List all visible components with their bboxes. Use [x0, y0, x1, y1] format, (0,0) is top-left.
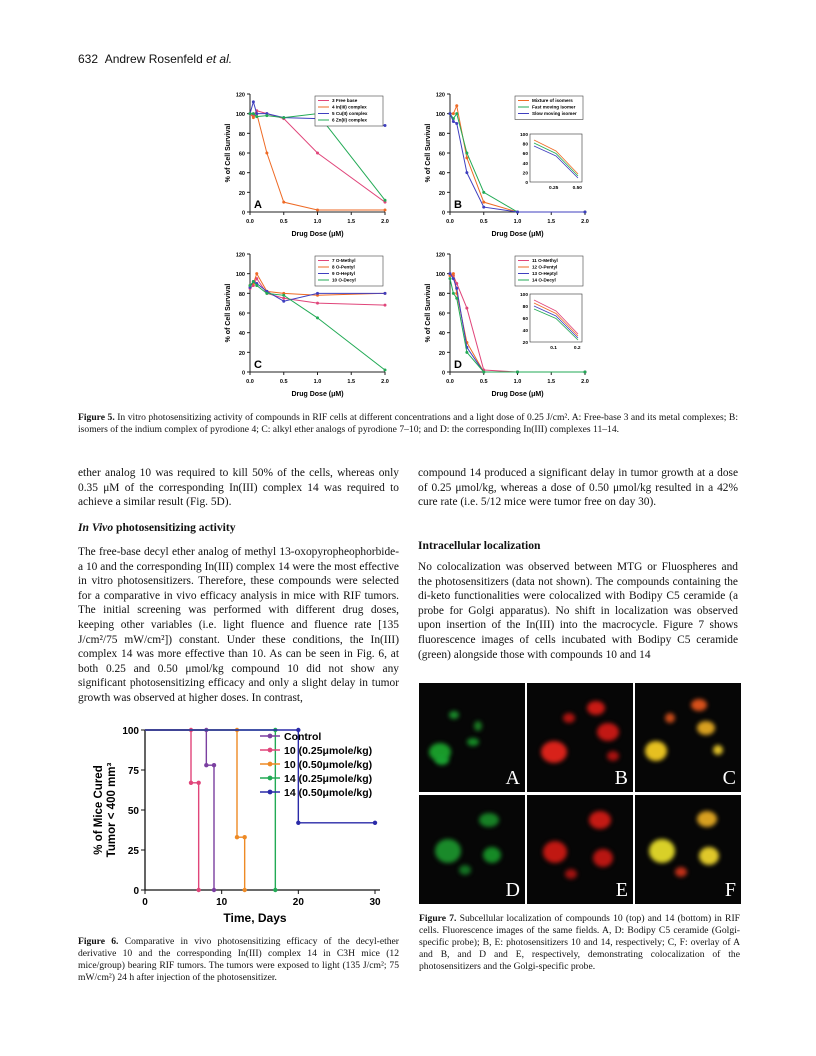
data-point — [384, 209, 387, 212]
data-point — [465, 156, 468, 159]
x-tick-label: 30 — [369, 897, 381, 908]
data-point — [316, 302, 319, 305]
data-point — [282, 297, 285, 300]
y-tick-label: 60 — [438, 151, 445, 158]
legend-label: Control — [284, 731, 322, 743]
data-point — [252, 100, 255, 103]
legend-label: 10 O-Decyl — [332, 277, 356, 283]
y-tick-label: 80 — [238, 291, 245, 298]
inset-chart — [520, 132, 582, 191]
legend-label: 10 (0.25μmole/kg) — [284, 745, 373, 757]
y-tick-label: 100 — [235, 112, 245, 119]
data-point — [465, 307, 468, 310]
legend-label: Slow moving isomer — [532, 111, 577, 116]
x-tick-label: 1.5 — [547, 379, 556, 385]
y-tick-label: 100 — [435, 112, 445, 119]
legend-label: 14 O-Decyl — [532, 277, 556, 283]
data-point — [516, 371, 519, 374]
data-point — [282, 116, 285, 119]
micro-label-a: A — [505, 767, 520, 789]
panel-label: D — [454, 359, 462, 371]
y-tick-label: 60 — [238, 151, 245, 158]
inset-y-tick-label: 40 — [522, 161, 528, 167]
intracellular-heading-text: Intracellular localization — [418, 539, 541, 552]
y-tick-label: 120 — [435, 252, 445, 259]
y-tick-label: 40 — [238, 331, 245, 338]
data-point — [249, 284, 252, 287]
y-tick-label: 60 — [238, 311, 245, 318]
data-point — [265, 292, 268, 295]
data-point — [252, 280, 255, 283]
figure-7-caption-label: Figure 7. — [419, 913, 457, 924]
authors-etal: et al. — [206, 52, 233, 66]
micro-panel-c — [635, 683, 741, 792]
legend-marker — [268, 762, 273, 767]
figure-6-chart — [80, 722, 400, 930]
y-tick-label: 100 — [235, 272, 245, 279]
data-point — [455, 287, 458, 290]
y-tick-label: 20 — [438, 350, 445, 357]
y-tick-label: 80 — [438, 291, 445, 298]
y-tick-label: 20 — [238, 350, 245, 357]
inset-chart — [520, 292, 582, 351]
data-point — [282, 300, 285, 303]
panel-label: C — [254, 359, 262, 371]
data-point — [384, 369, 387, 372]
data-point — [384, 292, 387, 295]
legend-label: 10 (0.50μmole/kg) — [284, 759, 373, 771]
legend-label: 8 O-Pentyl — [332, 264, 355, 270]
data-point — [384, 304, 387, 307]
data-point — [265, 152, 268, 155]
data-point — [249, 112, 252, 115]
legend-label: 7 O-Methyl — [332, 258, 356, 263]
data-point — [252, 112, 255, 115]
micro-panel-a — [419, 683, 525, 792]
y-axis-label — [93, 762, 118, 857]
series-line — [250, 114, 385, 210]
authors: Andrew Rosenfeld — [104, 52, 207, 66]
figure-7-caption-text: Subcellular localization of compounds 10 (top) and 14 (bottom) in RIF cells. Fluorescence images of the same fields. A, D: Bodipy C5 ceramide (Golgi-specific probe); B, E: photosensitizers 10 and 14, respectively; C, F: overlay of A and B, and D and E, respectively, demonstrating colocalization of the photosensitizers and the Golgi-specific probe. — [419, 913, 740, 972]
data-point — [282, 201, 285, 204]
data-point — [242, 888, 246, 892]
page-number: 632 — [78, 52, 99, 66]
inset-y-tick-label: 100 — [519, 133, 528, 138]
micro-label-c: C — [722, 767, 736, 789]
x-tick-label: 0.0 — [246, 379, 254, 385]
x-tick-label: 0 — [142, 897, 148, 908]
inset-x-tick-label: 0.1 — [550, 346, 557, 351]
y-tick-label: 75 — [127, 766, 139, 777]
data-point — [455, 104, 458, 107]
x-tick-label: 1.5 — [347, 379, 356, 385]
data-point — [584, 371, 587, 374]
y-tick-label: 120 — [435, 92, 445, 99]
left-para1-text: ether analog 10 was required to kill 50% of the cells, whereas only 0.35 μM of the corresponding In(III) complex 14 was required to achieve a similar result (Fig. 5D). — [78, 467, 399, 509]
inset-x-tick-label: 0.25 — [548, 186, 559, 191]
data-point — [452, 120, 455, 123]
right-column-para1 — [418, 466, 738, 510]
legend-label: 13 O-Heptyl — [532, 271, 558, 276]
y-tick-label: 100 — [435, 272, 445, 279]
data-point — [384, 124, 387, 127]
data-point — [212, 763, 216, 767]
x-tick-label: 0.0 — [446, 379, 454, 385]
data-point — [242, 835, 246, 839]
heading-italic: In Vivo — [78, 521, 114, 534]
right-para1-text: compound 14 produced a significant delay in tumor growth at a dose of 0.25 μmol/kg, whereas a dose of 0.50 μmol/kg resulted in a 42% cure rate (i.e. 5/12 mice were tumor free on day 30). — [418, 467, 738, 509]
data-point — [482, 371, 485, 374]
y-tick-label: 0 — [441, 370, 445, 377]
data-point — [196, 781, 200, 785]
micro-panel-d — [419, 795, 525, 904]
data-point — [255, 284, 258, 287]
left-para2-text: The free-base decyl ether analog of methyl 13-oxopyropheophorbide-a 10 and the corresponding In(III) complex 14 were the most effective in vitro photosensitizers. Therefore, these compounds were selected for a comparative in vivo efficacy analysis in mice with RIF tumors. The initial screening was performed with different drug doses, keeping other variables (i.e. light fluence and fluence rate [135 J/cm²/75 mW/cm²]) constant. Under these conditions, the In(III) complex 14 was more effective than 10. As can be seen in Fig. 6, at both 0.25 and 0.50 μmol/kg compound 10 did not show any significant photosensitizing efficacy and only a slight delay in tumor growth was observed at higher doses. In contrast, — [78, 546, 399, 704]
inset-frame — [530, 134, 582, 182]
y-tick-label: 120 — [235, 92, 245, 99]
y-tick-label: 40 — [438, 171, 445, 178]
x-tick-label: 1.5 — [347, 219, 356, 225]
y-tick-label: 0 — [133, 886, 139, 897]
y-tick-label: 20 — [238, 190, 245, 197]
right-column-para2 — [418, 560, 738, 662]
micro-panel-b — [527, 683, 633, 792]
data-point — [255, 272, 258, 275]
micro-label-e: E — [615, 879, 628, 901]
legend-marker — [268, 734, 273, 739]
inset-y-tick-label: 60 — [522, 152, 528, 158]
inset-y-tick-label: 100 — [519, 293, 528, 298]
data-point — [296, 821, 300, 825]
data-point — [265, 114, 268, 117]
data-point — [235, 835, 239, 839]
data-point — [452, 277, 455, 280]
micro-label-b: B — [614, 767, 628, 789]
data-point — [449, 272, 452, 275]
legend-label: Mixture of isomers — [532, 98, 573, 103]
x-axis-label: Time, Days — [223, 911, 287, 925]
series-line — [145, 730, 214, 890]
x-tick-label: 0.0 — [446, 219, 454, 225]
inset-y-tick-label: 80 — [522, 142, 528, 148]
x-tick-label: 0.5 — [479, 219, 488, 225]
data-point — [316, 209, 319, 212]
y-tick-label: 0 — [241, 210, 245, 217]
y-tick-label: 50 — [127, 806, 139, 817]
figure-6-caption-text: Comparative in vivo photosensitizing efficacy of the decyl-ether derivative 10 and the corresponding In(III) complex 14 in C3H mice (12 mice/group) bearing RIF tumors. The tumors were exposed to light (135 J/cm²; 75 mW/cm²) 24 h after injection of the photosensitizer. — [78, 936, 399, 983]
y-tick-label: 0 — [441, 210, 445, 217]
figure-5-chart — [220, 84, 610, 404]
x-tick-label: 0.5 — [279, 219, 288, 225]
figure-7-image-grid — [419, 683, 741, 905]
data-point — [516, 211, 519, 214]
x-tick-label: 0.5 — [479, 379, 488, 385]
panel-c — [225, 253, 389, 399]
micro-panel-e — [527, 795, 633, 904]
y-tick-label: 40 — [438, 331, 445, 338]
panel-a — [225, 93, 389, 239]
y-axis-label: % of Cell Survival — [225, 283, 232, 343]
micro-label-d: D — [505, 879, 520, 901]
y-tick-label: 60 — [438, 311, 445, 318]
x-tick-label: 1.0 — [513, 219, 522, 225]
inset-y-tick-label: 20 — [522, 171, 528, 177]
y-tick-label: 20 — [438, 190, 445, 197]
x-tick-label: 2.0 — [381, 219, 389, 225]
data-point — [482, 201, 485, 204]
data-point — [449, 277, 452, 280]
data-point — [373, 821, 377, 825]
y-tick-label: 40 — [238, 171, 245, 178]
data-point — [255, 112, 258, 115]
left-column-para1 — [78, 466, 399, 510]
legend-marker — [268, 748, 273, 753]
y-axis-label-line2: Tumor < 400 mm³ — [106, 762, 118, 858]
data-point — [449, 112, 452, 115]
y-tick-label: 0 — [241, 370, 245, 377]
data-point — [482, 191, 485, 194]
series-line — [145, 730, 275, 890]
y-tick-label: 25 — [127, 846, 139, 857]
x-axis-label: Drug Dose (μM) — [291, 231, 344, 238]
inset-y-tick-label: 60 — [522, 317, 528, 322]
data-point — [273, 888, 277, 892]
inset-x-tick-label: 0.50 — [572, 186, 582, 191]
legend-label: 12 O-Pentyl — [532, 264, 558, 270]
x-tick-label: 1.0 — [313, 379, 322, 385]
x-tick-label: 1.0 — [313, 219, 322, 225]
data-point — [465, 171, 468, 174]
data-point — [255, 115, 258, 118]
data-point — [455, 122, 458, 125]
legend-marker — [268, 776, 273, 781]
legend-label: 14 (0.25μmole/kg) — [284, 773, 373, 785]
legend-label: 4 In(III) complex — [332, 104, 367, 110]
inset-x-tick-label: 0.2 — [573, 346, 581, 351]
figure-5-caption-text: In vitro photosensitizing activity of compounds in RIF cells at different concentrations and a light dose of 0.25 J/cm². A: Free-base 3 and its metal complexes; B: isomers of the indium complex of pyrodione 4; C: alkyl ether analogs of pyrodione 7–10; and D: the corresponding In(III) complexes 11–14. — [78, 412, 738, 435]
y-axis-label: % of Cell Survival — [225, 123, 232, 183]
x-axis-label: Drug Dose (μM) — [491, 231, 544, 238]
x-tick-label: 1.0 — [513, 379, 522, 385]
panel-d — [425, 253, 589, 399]
data-point — [196, 888, 200, 892]
x-tick-label: 0.5 — [279, 379, 288, 385]
heading-rest: photosensitizing activity — [113, 521, 236, 534]
legend-marker — [268, 790, 273, 795]
y-axis-label: % of Cell Survival — [425, 283, 432, 343]
x-tick-label: 2.0 — [581, 379, 589, 385]
figure-5-caption-label: Figure 5. — [78, 412, 115, 423]
figure-6-caption-label: Figure 6. — [78, 936, 119, 947]
intracellular-heading — [418, 539, 738, 552]
left-column-para2 — [78, 545, 399, 706]
legend-label: 6 Zn(II) complex — [332, 117, 367, 123]
inset-y-tick-label: 0 — [525, 181, 528, 186]
series-line — [145, 730, 245, 890]
running-header — [78, 52, 232, 66]
inset-y-tick-label: 40 — [522, 329, 528, 334]
data-point — [455, 112, 458, 115]
panel-b — [425, 93, 589, 239]
micro-panel-f — [635, 795, 741, 904]
legend-label: 14 (0.50μmole/kg) — [284, 787, 373, 799]
x-tick-label: 20 — [292, 897, 304, 908]
legend-label: 3 Free base — [332, 98, 358, 103]
legend-label: Fast moving isomer — [532, 104, 576, 110]
x-tick-label: 0.0 — [246, 219, 254, 225]
data-point — [465, 152, 468, 155]
data-point — [465, 351, 468, 354]
in-vivo-heading — [78, 521, 399, 534]
panel-label: A — [254, 199, 262, 211]
data-point — [384, 199, 387, 202]
inset-y-tick-label: 20 — [522, 341, 528, 346]
x-axis-label: Drug Dose (μM) — [291, 391, 344, 398]
series-line — [145, 730, 199, 890]
y-tick-label: 80 — [438, 131, 445, 138]
y-axis-label-line1: % of Mice Cured — [93, 765, 105, 855]
data-point — [212, 888, 216, 892]
legend-label: 5 Cu(II) complex — [332, 111, 368, 116]
figure-7-caption — [419, 913, 740, 973]
data-point — [204, 763, 208, 767]
figure-6-caption — [78, 936, 399, 984]
data-point — [316, 152, 319, 155]
x-tick-label: 1.5 — [547, 219, 556, 225]
panel-label: B — [454, 199, 462, 211]
data-point — [189, 781, 193, 785]
x-tick-label: 10 — [216, 897, 228, 908]
data-point — [282, 294, 285, 297]
y-tick-label: 80 — [238, 131, 245, 138]
x-axis-label: Drug Dose (μM) — [491, 391, 544, 398]
legend-label: 9 O-Heptyl — [332, 271, 355, 276]
right-para2-text: No colocalization was observed between MTG or Fluospheres and the photosensitizers (data not shown). The compounds containing the di-keto functionalities were colocalized with Bodipy C5 ceramide (a probe for Golgi apparatus). No shift in localization was observed upon insertion of the In(III) into the macrocycle. Figure 7 shows fluorescence images of cells incubated with Bodipy C5 ceramide (green) alongside those with compounds 10 and 14 — [418, 561, 738, 661]
data-point — [455, 297, 458, 300]
data-point — [452, 112, 455, 115]
data-point — [482, 206, 485, 209]
inset-y-tick-label: 80 — [522, 305, 528, 310]
y-axis-label: % of Cell Survival — [425, 123, 432, 183]
inset-frame — [530, 294, 582, 342]
micro-label-f: F — [724, 879, 736, 901]
data-point — [452, 272, 455, 275]
x-tick-label: 2.0 — [581, 219, 589, 225]
data-point — [452, 292, 455, 295]
figure-5-caption — [78, 412, 738, 436]
data-point — [316, 316, 319, 319]
data-point — [316, 292, 319, 295]
data-point — [584, 211, 587, 214]
data-point — [252, 116, 255, 119]
legend-label: 11 O-Methyl — [532, 258, 558, 263]
y-tick-label: 120 — [235, 252, 245, 259]
y-tick-label: 100 — [122, 726, 139, 737]
x-tick-label: 2.0 — [381, 379, 389, 385]
